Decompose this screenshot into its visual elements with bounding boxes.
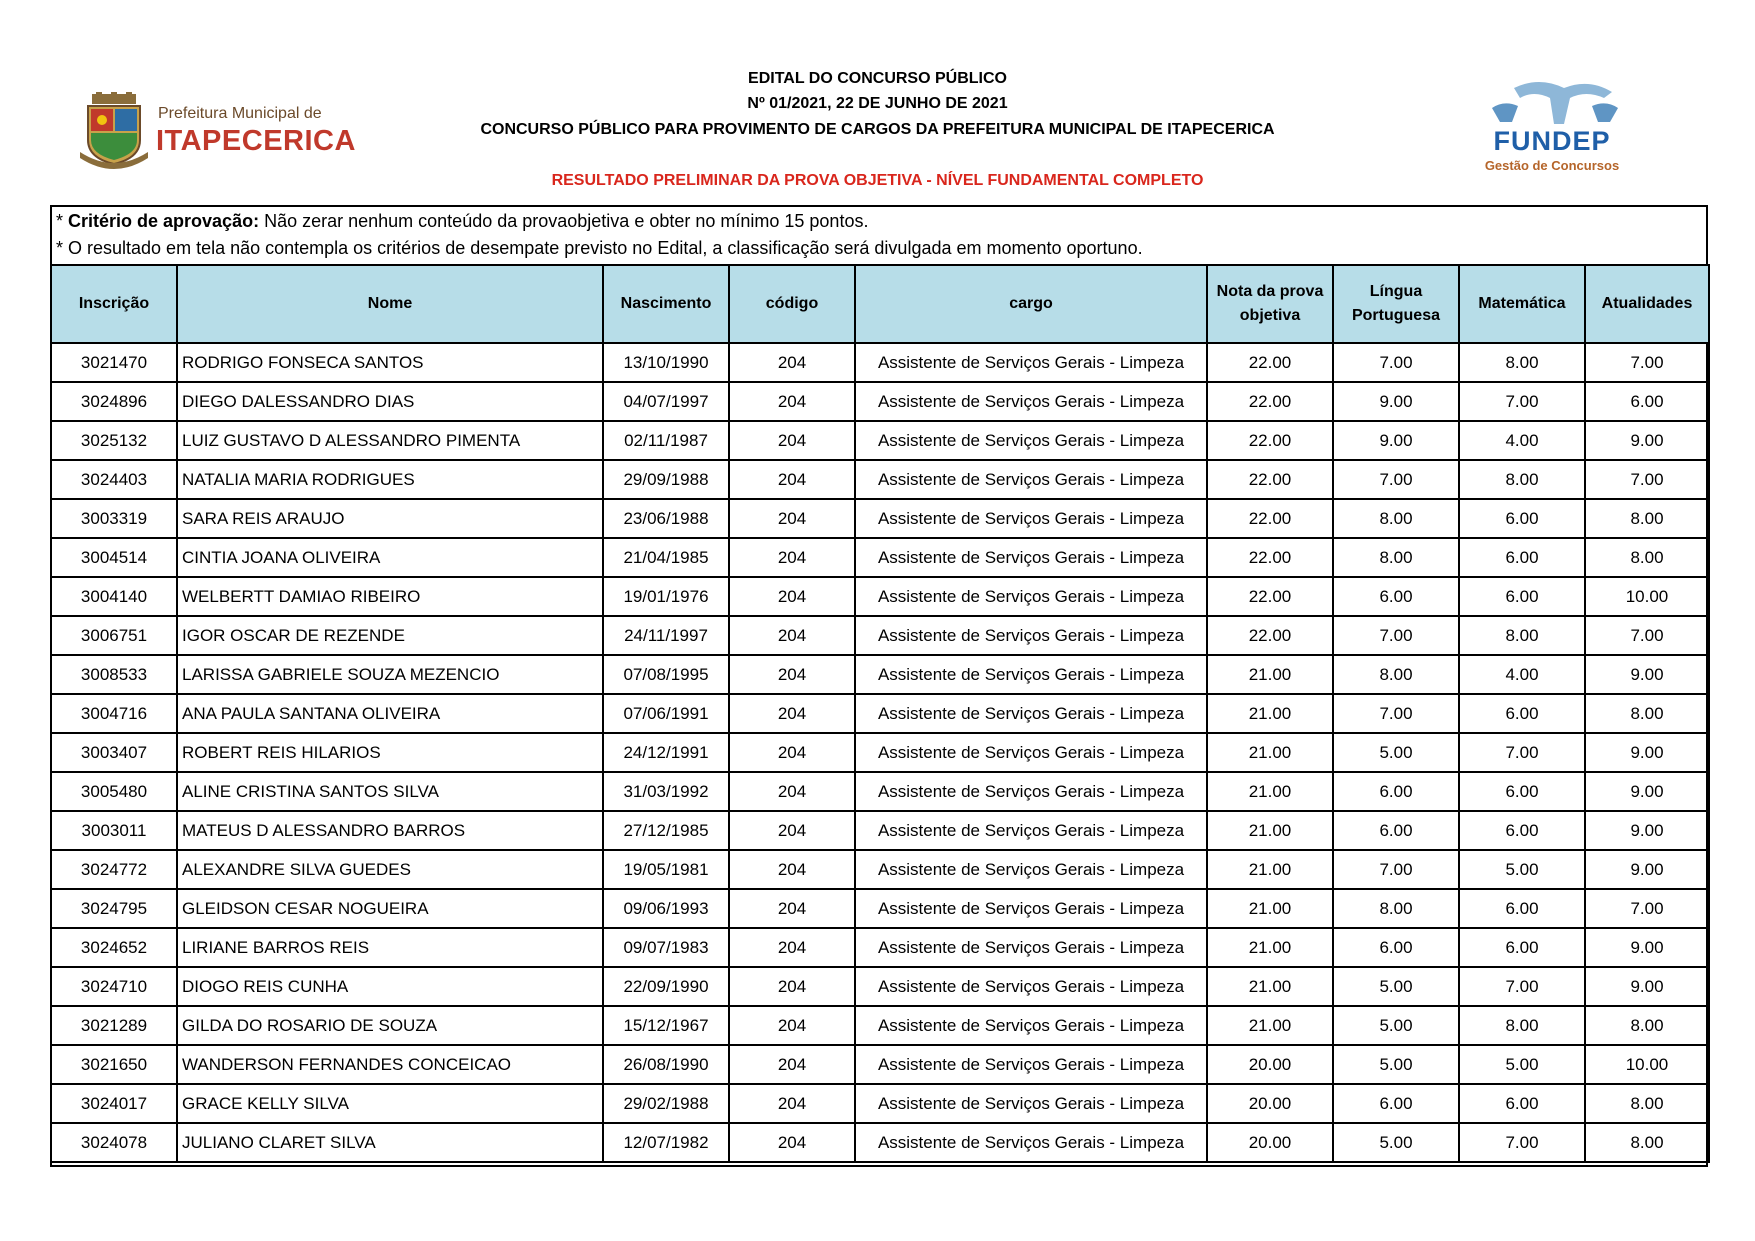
matematica-cell: 6.00 bbox=[1459, 811, 1585, 850]
table-row bbox=[51, 616, 1709, 655]
nota-cell: 22.00 bbox=[1207, 382, 1333, 421]
inscricao-cell: 3024017 bbox=[51, 1084, 177, 1123]
atualidades-cell: 7.00 bbox=[1585, 889, 1709, 928]
nascimento-cell: 13/10/1990 bbox=[603, 343, 729, 382]
matematica-cell: 6.00 bbox=[1459, 928, 1585, 967]
table-row bbox=[51, 733, 1709, 772]
cargo-cell: Assistente de Serviços Gerais - Limpeza bbox=[855, 850, 1207, 889]
nascimento-cell: 02/11/1987 bbox=[603, 421, 729, 460]
inscricao-cell: 3024078 bbox=[51, 1123, 177, 1162]
matematica-cell: 6.00 bbox=[1459, 772, 1585, 811]
nome-cell: WANDERSON FERNANDES CONCEICAO bbox=[177, 1045, 603, 1084]
matematica-cell: 6.00 bbox=[1459, 889, 1585, 928]
codigo-cell: 204 bbox=[729, 733, 855, 772]
inscricao-cell: 3004140 bbox=[51, 577, 177, 616]
nascimento-cell: 31/03/1992 bbox=[603, 772, 729, 811]
lingua-portuguesa-cell: 7.00 bbox=[1333, 460, 1459, 499]
lingua-portuguesa-cell: 5.00 bbox=[1333, 733, 1459, 772]
matematica-cell: 6.00 bbox=[1459, 499, 1585, 538]
nota-cell: 21.00 bbox=[1207, 772, 1333, 811]
table-row bbox=[51, 772, 1709, 811]
col-nota-objetiva: Nota da prova objetiva bbox=[1207, 265, 1333, 343]
nome-cell: DIEGO DALESSANDRO DIAS bbox=[177, 382, 603, 421]
table-row bbox=[51, 460, 1709, 499]
atualidades-cell: 8.00 bbox=[1585, 1123, 1709, 1162]
inscricao-cell: 3006751 bbox=[51, 616, 177, 655]
cargo-cell: Assistente de Serviços Gerais - Limpeza bbox=[855, 928, 1207, 967]
nascimento-cell: 22/09/1990 bbox=[603, 967, 729, 1006]
lingua-portuguesa-cell: 7.00 bbox=[1333, 616, 1459, 655]
lingua-portuguesa-cell: 6.00 bbox=[1333, 1084, 1459, 1123]
table-row bbox=[51, 538, 1709, 577]
inscricao-cell: 3021289 bbox=[51, 1006, 177, 1045]
lingua-portuguesa-cell: 6.00 bbox=[1333, 928, 1459, 967]
nota-cell: 22.00 bbox=[1207, 343, 1333, 382]
nascimento-cell: 09/07/1983 bbox=[603, 928, 729, 967]
lingua-portuguesa-cell: 8.00 bbox=[1333, 889, 1459, 928]
nome-cell: JULIANO CLARET SILVA bbox=[177, 1123, 603, 1162]
approval-criteria-label: Critério de aprovação: bbox=[68, 211, 260, 231]
lingua-portuguesa-cell: 7.00 bbox=[1333, 694, 1459, 733]
nota-cell: 21.00 bbox=[1207, 889, 1333, 928]
inscricao-cell: 3021470 bbox=[51, 343, 177, 382]
atualidades-cell: 9.00 bbox=[1585, 772, 1709, 811]
matematica-cell: 4.00 bbox=[1459, 421, 1585, 460]
atualidades-cell: 6.00 bbox=[1585, 382, 1709, 421]
table-row bbox=[51, 850, 1709, 889]
approval-criteria-note: * Critério de aprovação: Não zerar nenhum conteúdo da provaobjetiva e obter no mínimo 15 pontos. bbox=[56, 211, 869, 231]
table-row bbox=[51, 421, 1709, 460]
lingua-portuguesa-cell: 5.00 bbox=[1333, 1006, 1459, 1045]
codigo-cell: 204 bbox=[729, 1123, 855, 1162]
cargo-cell: Assistente de Serviços Gerais - Limpeza bbox=[855, 811, 1207, 850]
cargo-cell: Assistente de Serviços Gerais - Limpeza bbox=[855, 889, 1207, 928]
cargo-cell: Assistente de Serviços Gerais - Limpeza bbox=[855, 460, 1207, 499]
atualidades-cell: 8.00 bbox=[1585, 1006, 1709, 1045]
nota-cell: 20.00 bbox=[1207, 1045, 1333, 1084]
nota-cell: 22.00 bbox=[1207, 577, 1333, 616]
header-line-1: EDITAL DO CONCURSO PÚBLICO bbox=[748, 70, 1007, 87]
matematica-cell: 8.00 bbox=[1459, 1006, 1585, 1045]
matematica-cell: 6.00 bbox=[1459, 538, 1585, 577]
atualidades-cell: 10.00 bbox=[1585, 1045, 1709, 1084]
header-line-3: CONCURSO PÚBLICO PARA PROVIMENTO DE CARGOS DA PREFEITURA MUNICIPAL DE ITAPECERICA bbox=[480, 121, 1275, 138]
table-row bbox=[51, 1045, 1709, 1084]
inscricao-cell: 3003407 bbox=[51, 733, 177, 772]
fundep-tagline: Gestão de Concursos bbox=[1484, 158, 1620, 173]
atualidades-cell: 9.00 bbox=[1585, 811, 1709, 850]
atualidades-cell: 9.00 bbox=[1585, 655, 1709, 694]
nascimento-cell: 29/02/1988 bbox=[603, 1084, 729, 1123]
lingua-portuguesa-cell: 6.00 bbox=[1333, 811, 1459, 850]
atualidades-cell: 9.00 bbox=[1585, 421, 1709, 460]
cargo-cell: Assistente de Serviços Gerais - Limpeza bbox=[855, 1123, 1207, 1162]
nascimento-cell: 09/06/1993 bbox=[603, 889, 729, 928]
codigo-cell: 204 bbox=[729, 538, 855, 577]
codigo-cell: 204 bbox=[729, 421, 855, 460]
matematica-cell: 5.00 bbox=[1459, 1045, 1585, 1084]
nascimento-cell: 15/12/1967 bbox=[603, 1006, 729, 1045]
codigo-cell: 204 bbox=[729, 577, 855, 616]
lingua-portuguesa-cell: 5.00 bbox=[1333, 1123, 1459, 1162]
nome-cell: LUIZ GUSTAVO D ALESSANDRO PIMENTA bbox=[177, 421, 603, 460]
atualidades-cell: 9.00 bbox=[1585, 928, 1709, 967]
table-row bbox=[51, 967, 1709, 1006]
matematica-cell: 8.00 bbox=[1459, 616, 1585, 655]
lingua-portuguesa-cell: 8.00 bbox=[1333, 538, 1459, 577]
codigo-cell: 204 bbox=[729, 343, 855, 382]
inscricao-cell: 3021650 bbox=[51, 1045, 177, 1084]
nascimento-cell: 04/07/1997 bbox=[603, 382, 729, 421]
atualidades-cell: 9.00 bbox=[1585, 733, 1709, 772]
nascimento-cell: 12/07/1982 bbox=[603, 1123, 729, 1162]
inscricao-cell: 3003011 bbox=[51, 811, 177, 850]
codigo-cell: 204 bbox=[729, 928, 855, 967]
atualidades-cell: 7.00 bbox=[1585, 460, 1709, 499]
table-row bbox=[51, 811, 1709, 850]
cargo-cell: Assistente de Serviços Gerais - Limpeza bbox=[855, 694, 1207, 733]
nascimento-cell: 24/11/1997 bbox=[603, 616, 729, 655]
inscricao-cell: 3024795 bbox=[51, 889, 177, 928]
codigo-cell: 204 bbox=[729, 499, 855, 538]
codigo-cell: 204 bbox=[729, 967, 855, 1006]
nascimento-cell: 07/06/1991 bbox=[603, 694, 729, 733]
matematica-cell: 4.00 bbox=[1459, 655, 1585, 694]
nascimento-cell: 19/01/1976 bbox=[603, 577, 729, 616]
nota-cell: 22.00 bbox=[1207, 616, 1333, 655]
matematica-cell: 7.00 bbox=[1459, 733, 1585, 772]
lingua-portuguesa-cell: 7.00 bbox=[1333, 850, 1459, 889]
prefeitura-label: Prefeitura Municipal de bbox=[158, 105, 322, 122]
lingua-portuguesa-cell: 6.00 bbox=[1333, 772, 1459, 811]
cargo-cell: Assistente de Serviços Gerais - Limpeza bbox=[855, 1006, 1207, 1045]
lingua-portuguesa-cell: 9.00 bbox=[1333, 421, 1459, 460]
nome-cell: SARA REIS ARAUJO bbox=[177, 499, 603, 538]
nome-cell: DIOGO REIS CUNHA bbox=[177, 967, 603, 1006]
nome-cell: ALEXANDRE SILVA GUEDES bbox=[177, 850, 603, 889]
atualidades-cell: 7.00 bbox=[1585, 616, 1709, 655]
cargo-cell: Assistente de Serviços Gerais - Limpeza bbox=[855, 499, 1207, 538]
nota-cell: 22.00 bbox=[1207, 538, 1333, 577]
nota-cell: 21.00 bbox=[1207, 850, 1333, 889]
lingua-portuguesa-cell: 5.00 bbox=[1333, 967, 1459, 1006]
col-lingua-portuguesa: Língua Portuguesa bbox=[1333, 265, 1459, 343]
nome-cell: LIRIANE BARROS REIS bbox=[177, 928, 603, 967]
nome-cell: GRACE KELLY SILVA bbox=[177, 1084, 603, 1123]
nota-cell: 22.00 bbox=[1207, 460, 1333, 499]
nome-cell: CINTIA JOANA OLIVEIRA bbox=[177, 538, 603, 577]
header-line-2: Nº 01/2021, 22 DE JUNHO DE 2021 bbox=[747, 95, 1008, 112]
cargo-cell: Assistente de Serviços Gerais - Limpeza bbox=[855, 616, 1207, 655]
col-atualidades: Atualidades bbox=[1585, 265, 1709, 343]
nota-cell: 22.00 bbox=[1207, 499, 1333, 538]
nota-cell: 20.00 bbox=[1207, 1123, 1333, 1162]
table-row bbox=[51, 655, 1709, 694]
nome-cell: GILDA DO ROSARIO DE SOUZA bbox=[177, 1006, 603, 1045]
table-row bbox=[51, 1084, 1709, 1123]
nascimento-cell: 07/08/1995 bbox=[603, 655, 729, 694]
codigo-cell: 204 bbox=[729, 889, 855, 928]
atualidades-cell: 7.00 bbox=[1585, 343, 1709, 382]
matematica-cell: 6.00 bbox=[1459, 694, 1585, 733]
nota-cell: 21.00 bbox=[1207, 655, 1333, 694]
nome-cell: GLEIDSON CESAR NOGUEIRA bbox=[177, 889, 603, 928]
matematica-cell: 6.00 bbox=[1459, 577, 1585, 616]
atualidades-cell: 10.00 bbox=[1585, 577, 1709, 616]
table-row bbox=[51, 1006, 1709, 1045]
inscricao-cell: 3008533 bbox=[51, 655, 177, 694]
matematica-cell: 7.00 bbox=[1459, 967, 1585, 1006]
atualidades-cell: 8.00 bbox=[1585, 499, 1709, 538]
codigo-cell: 204 bbox=[729, 655, 855, 694]
codigo-cell: 204 bbox=[729, 811, 855, 850]
codigo-cell: 204 bbox=[729, 460, 855, 499]
cargo-cell: Assistente de Serviços Gerais - Limpeza bbox=[855, 538, 1207, 577]
atualidades-cell: 8.00 bbox=[1585, 694, 1709, 733]
matematica-cell: 7.00 bbox=[1459, 382, 1585, 421]
codigo-cell: 204 bbox=[729, 772, 855, 811]
table-row bbox=[51, 577, 1709, 616]
nota-cell: 21.00 bbox=[1207, 694, 1333, 733]
tiebreak-note: * O resultado em tela não contempla os critérios de desempate previsto no Edital, a classificação será divulgada em momento oportuno. bbox=[56, 238, 1143, 258]
matematica-cell: 5.00 bbox=[1459, 850, 1585, 889]
nota-cell: 21.00 bbox=[1207, 1006, 1333, 1045]
atualidades-cell: 8.00 bbox=[1585, 538, 1709, 577]
col-nome: Nome bbox=[177, 265, 603, 343]
cargo-cell: Assistente de Serviços Gerais - Limpeza bbox=[855, 772, 1207, 811]
lingua-portuguesa-cell: 9.00 bbox=[1333, 382, 1459, 421]
matematica-cell: 8.00 bbox=[1459, 460, 1585, 499]
inscricao-cell: 3024896 bbox=[51, 382, 177, 421]
nascimento-cell: 19/05/1981 bbox=[603, 850, 729, 889]
nome-cell: LARISSA GABRIELE SOUZA MEZENCIO bbox=[177, 655, 603, 694]
cargo-cell: Assistente de Serviços Gerais - Limpeza bbox=[855, 655, 1207, 694]
nome-cell: WELBERTT DAMIAO RIBEIRO bbox=[177, 577, 603, 616]
nome-cell: RODRIGO FONSECA SANTOS bbox=[177, 343, 603, 382]
col-nascimento: Nascimento bbox=[603, 265, 729, 343]
nascimento-cell: 24/12/1991 bbox=[603, 733, 729, 772]
nascimento-cell: 27/12/1985 bbox=[603, 811, 729, 850]
matematica-cell: 6.00 bbox=[1459, 1084, 1585, 1123]
table-row bbox=[51, 889, 1709, 928]
atualidades-cell: 9.00 bbox=[1585, 967, 1709, 1006]
nome-cell: ANA PAULA SANTANA OLIVEIRA bbox=[177, 694, 603, 733]
inscricao-cell: 3003319 bbox=[51, 499, 177, 538]
nota-cell: 21.00 bbox=[1207, 733, 1333, 772]
fundep-brand: FUNDEP bbox=[1493, 126, 1611, 156]
table-row bbox=[51, 694, 1709, 733]
inscricao-cell: 3025132 bbox=[51, 421, 177, 460]
col-inscricao: Inscrição bbox=[51, 265, 177, 343]
codigo-cell: 204 bbox=[729, 1084, 855, 1123]
codigo-cell: 204 bbox=[729, 694, 855, 733]
table-row bbox=[51, 1123, 1709, 1162]
nome-cell: MATEUS D ALESSANDRO BARROS bbox=[177, 811, 603, 850]
inscricao-cell: 3024652 bbox=[51, 928, 177, 967]
nome-cell: ALINE CRISTINA SANTOS SILVA bbox=[177, 772, 603, 811]
lingua-portuguesa-cell: 6.00 bbox=[1333, 577, 1459, 616]
nota-cell: 21.00 bbox=[1207, 811, 1333, 850]
table-row bbox=[51, 928, 1709, 967]
atualidades-cell: 9.00 bbox=[1585, 850, 1709, 889]
codigo-cell: 204 bbox=[729, 382, 855, 421]
inscricao-cell: 3024710 bbox=[51, 967, 177, 1006]
nome-cell: NATALIA MARIA RODRIGUES bbox=[177, 460, 603, 499]
cargo-cell: Assistente de Serviços Gerais - Limpeza bbox=[855, 1045, 1207, 1084]
nota-cell: 20.00 bbox=[1207, 1084, 1333, 1123]
col-matematica: Matemática bbox=[1459, 265, 1585, 343]
nascimento-cell: 29/09/1988 bbox=[603, 460, 729, 499]
cargo-cell: Assistente de Serviços Gerais - Limpeza bbox=[855, 577, 1207, 616]
cargo-cell: Assistente de Serviços Gerais - Limpeza bbox=[855, 967, 1207, 1006]
codigo-cell: 204 bbox=[729, 616, 855, 655]
codigo-cell: 204 bbox=[729, 1006, 855, 1045]
lingua-portuguesa-cell: 8.00 bbox=[1333, 499, 1459, 538]
inscricao-cell: 3004514 bbox=[51, 538, 177, 577]
cargo-cell: Assistente de Serviços Gerais - Limpeza bbox=[855, 421, 1207, 460]
lingua-portuguesa-cell: 5.00 bbox=[1333, 1045, 1459, 1084]
matematica-cell: 7.00 bbox=[1459, 1123, 1585, 1162]
lingua-portuguesa-cell: 8.00 bbox=[1333, 655, 1459, 694]
nota-cell: 21.00 bbox=[1207, 928, 1333, 967]
nascimento-cell: 23/06/1988 bbox=[603, 499, 729, 538]
cargo-cell: Assistente de Serviços Gerais - Limpeza bbox=[855, 382, 1207, 421]
cargo-cell: Assistente de Serviços Gerais - Limpeza bbox=[855, 1084, 1207, 1123]
nota-cell: 21.00 bbox=[1207, 967, 1333, 1006]
nome-cell: ROBERT REIS HILARIOS bbox=[177, 733, 603, 772]
inscricao-cell: 3024772 bbox=[51, 850, 177, 889]
cargo-cell: Assistente de Serviços Gerais - Limpeza bbox=[855, 733, 1207, 772]
results-table bbox=[50, 264, 1710, 1163]
nascimento-cell: 26/08/1990 bbox=[603, 1045, 729, 1084]
atualidades-cell: 8.00 bbox=[1585, 1084, 1709, 1123]
lingua-portuguesa-cell: 7.00 bbox=[1333, 343, 1459, 382]
table-row bbox=[51, 343, 1709, 382]
cargo-cell: Assistente de Serviços Gerais - Limpeza bbox=[855, 343, 1207, 382]
result-subtitle: RESULTADO PRELIMINAR DA PROVA OBJETIVA - NÍVEL FUNDAMENTAL COMPLETO bbox=[551, 172, 1204, 189]
city-name: ITAPECERICA bbox=[156, 125, 356, 157]
inscricao-cell: 3004716 bbox=[51, 694, 177, 733]
nascimento-cell: 21/04/1985 bbox=[603, 538, 729, 577]
results-sheet bbox=[50, 205, 1708, 1167]
nome-cell: IGOR OSCAR DE REZENDE bbox=[177, 616, 603, 655]
col-cargo: cargo bbox=[855, 265, 1207, 343]
table-row bbox=[51, 499, 1709, 538]
matematica-cell: 8.00 bbox=[1459, 343, 1585, 382]
inscricao-cell: 3024403 bbox=[51, 460, 177, 499]
nota-cell: 22.00 bbox=[1207, 421, 1333, 460]
table-row bbox=[51, 382, 1709, 421]
codigo-cell: 204 bbox=[729, 1045, 855, 1084]
col-codigo: código bbox=[729, 265, 855, 343]
inscricao-cell: 3005480 bbox=[51, 772, 177, 811]
codigo-cell: 204 bbox=[729, 850, 855, 889]
table-header-row bbox=[51, 265, 1709, 343]
